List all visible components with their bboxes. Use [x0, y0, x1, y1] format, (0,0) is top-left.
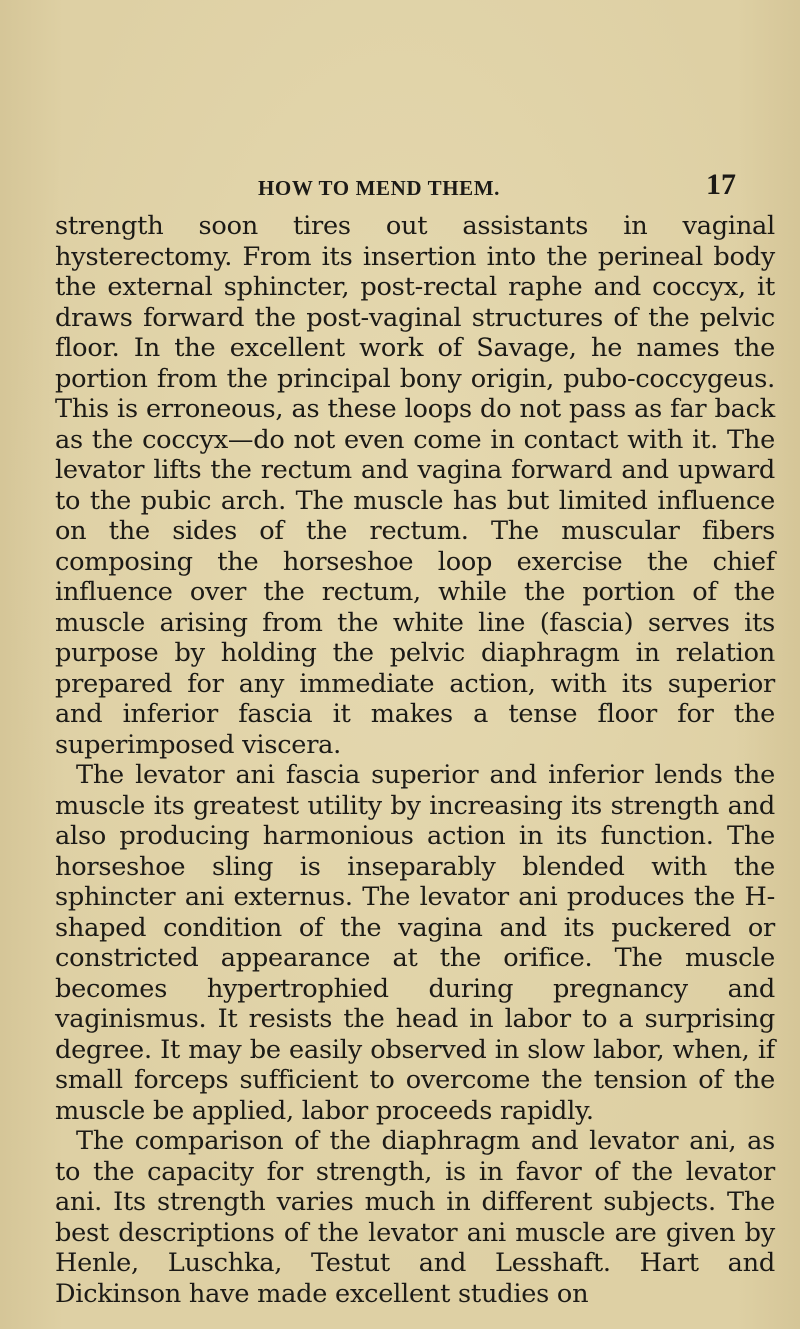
running-head [258, 170, 798, 204]
running-title: HOW TO MEND THEM. [258, 176, 501, 200]
paragraph: strength soon tires out assistants in vaginal hysterectomy. From its insertion into the perineal body the external sphincter, post-rectal raphe and coccyx, it draws forward the post-vaginal structures of the pelvic floor. In the excellent work of Savage, he names the portion from the principal bony origin, pubo-coccygeus. This is erroneous, as these loops do not pass as far back as the coccyx—do not even come in contact with it. The levator lifts the rectum and vagina forward and upward to the pubic arch. The muscle has but limited influence on the sides of the rectum. The muscular fibers composing the horseshoe loop exercise the chief influence over the rectum, while the portion of the muscle arising from the white line (fascia) serves its purpose by holding the pelvic diaphragm in relation prepared for any immediate action, with its superior and inferior fascia it makes a tense floor for the superimposed viscera. [55, 211, 775, 760]
paragraph: The levator ani fascia superior and inferior lends the muscle its greatest utility by increasing its strength and also producing harmonious action in its function. The horseshoe sling is inseparably blended with the sphincter ani externus. The levator ani produces the H-shaped condition of the vagina and its puckered or constricted appearance at the orifice. The muscle becomes hypertrophied during pregnancy and vaginismus. It resists the head in labor to a surprising degree. It may be easily observed in slow labor, when, if small forceps sufficient to overcome the tension of the muscle be applied, labor proceeds rapidly. [55, 760, 775, 1126]
paragraph: The comparison of the diaphragm and levator ani, as to the capacity for strength, is in favor of the levator ani. Its strength varies much in different subjects. The best descriptions of the levator ani muscle are given by Henle, Luschka, Testut and Lesshaft. Hart and Dickinson have made excellent studies on [55, 1126, 775, 1309]
page-number: 17 [706, 168, 736, 201]
body-text [55, 211, 775, 1309]
